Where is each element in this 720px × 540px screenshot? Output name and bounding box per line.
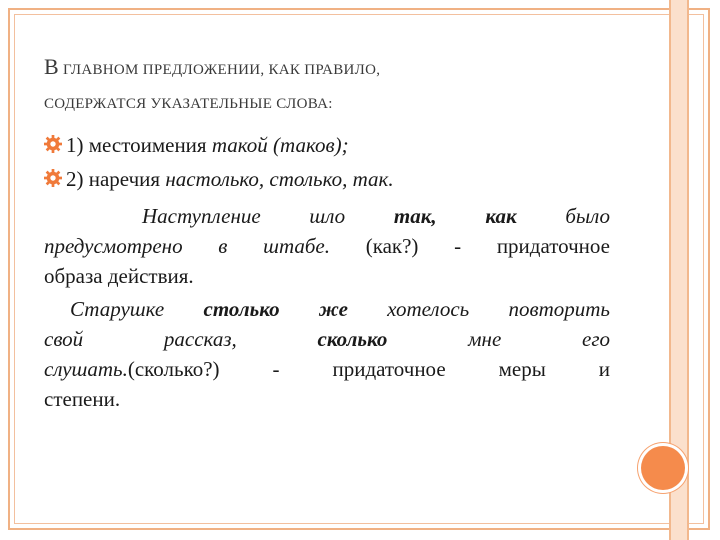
- example-1-keyword: так,: [393, 204, 437, 228]
- title-capital: В: [44, 54, 59, 79]
- decorative-band-line: [687, 0, 689, 540]
- example-1-text: Наступление шло: [142, 204, 394, 228]
- example-1-annotation: (как?) - придаточное: [330, 234, 610, 258]
- title-line-1-text: ГЛАВНОМ ПРЕДЛОЖЕНИИ, КАК ПРАВИЛО,: [58, 62, 381, 78]
- bullet-text-italic: настолько, столько, так.: [165, 167, 394, 191]
- decorative-circle: [641, 446, 685, 490]
- example-2-annotation: (сколько?): [127, 357, 220, 381]
- example-1: [44, 201, 610, 291]
- title-line-2: СОДЕРЖАТСЯ УКАЗАТЕЛЬНЫЕ СЛОВА:: [44, 96, 333, 112]
- example-1-line-2: [44, 231, 610, 261]
- example-2-line-4: степени.: [44, 387, 121, 411]
- example-2-annotation-rest: - придаточное меры и: [272, 357, 611, 381]
- example-2-text: слушать.: [44, 357, 128, 381]
- gear-bullet-icon: [44, 135, 62, 153]
- example-2-keyword: сколько: [317, 327, 388, 351]
- bullet-text-italic: такой (таков);: [211, 133, 349, 157]
- example-2-text: Старушке: [70, 297, 204, 321]
- example-1-line-3: образа действия.: [44, 264, 194, 288]
- example-2-line-3: [44, 354, 610, 384]
- example-1-keyword: как: [485, 204, 517, 228]
- example-2-text: свой рассказ,: [44, 327, 237, 351]
- bullet-list: [44, 130, 624, 198]
- bullet-text: 1) местоимения: [66, 133, 212, 157]
- gear-bullet-icon: [44, 169, 62, 187]
- example-1-text: было: [565, 204, 611, 228]
- bullet-text: 2) наречия: [66, 167, 166, 191]
- example-2-text: хотелось повторить: [387, 297, 610, 321]
- bullet-item-pronouns: [44, 130, 624, 164]
- example-2-line-1: [44, 294, 610, 324]
- example-1-text: предусмотрено в штабе.: [44, 234, 331, 258]
- example-2-line-2: [44, 324, 610, 354]
- title-line-1: [44, 50, 644, 87]
- example-2: [44, 294, 610, 414]
- example-1-line-1: [44, 201, 610, 231]
- example-2-keyword: столько же: [203, 297, 348, 321]
- bullet-item-adverbs: [44, 164, 624, 198]
- slide-title: [44, 50, 644, 121]
- example-2-text: мне его: [468, 327, 611, 351]
